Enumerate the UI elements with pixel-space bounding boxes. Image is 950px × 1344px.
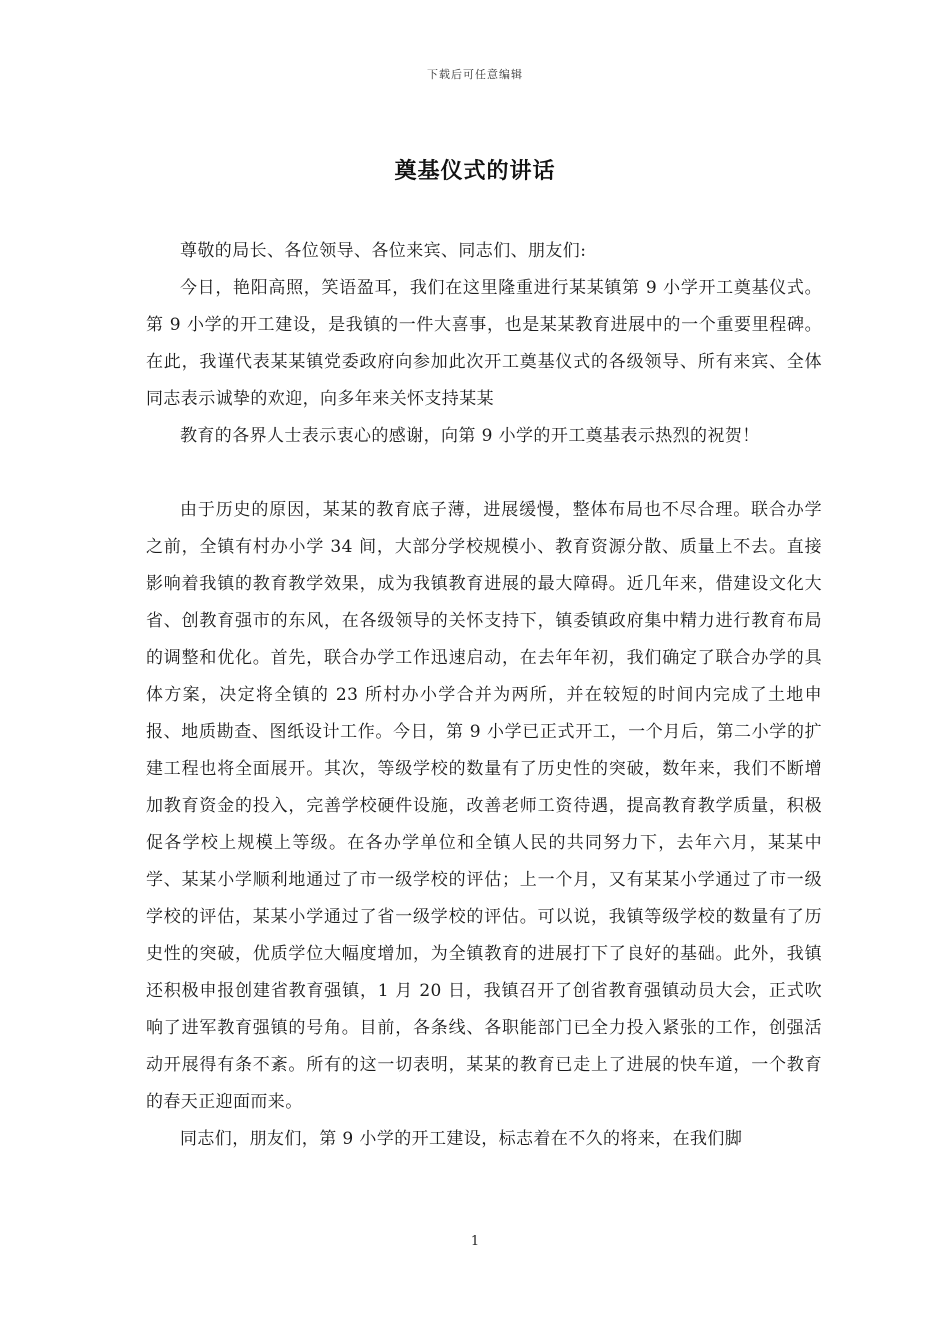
paragraph-thanks: 教育的各界人士表示衷心的感谢，向第 9 小学的开工奠基表示热烈的祝贺！ xyxy=(180,426,760,446)
salutation: 尊敬的局长、各位领导、各位来宾、同志们、朋友们: xyxy=(180,241,587,261)
document-title: 奠基仪式的讲话 xyxy=(394,158,556,184)
page-number: 1 xyxy=(470,1234,480,1249)
header-note: 下载后可任意编辑 xyxy=(427,68,523,81)
document-body xyxy=(146,233,822,1158)
paragraph-closing: 同志们，朋友们，第 9 小学的开工建设，标志着在不久的将来，在我们脚 xyxy=(180,1129,743,1149)
paragraph-history: 由于历史的原因，某某的教育底子薄，进展缓慢，整体布局也不尽合理。联合办学之前，全镇有村办小学 34 间，大部分学校规模小、教育资源分散、质量上不去。直接影响着我镇的教育教学效果，成为我镇教育进展的最大障碍。近几年来，借建设文化大省、创教育强市的东风，在各级领导的关怀支持下，镇委镇政府集中精力进行教育布局的调整和优化。首先，联合办学工作迅速启动，在去年年初，我们确定了联合办学的具体方案，决定将全镇的 23 所村办小学合并为两所，并在较短的时间内完成了土地申报、地质勘查、图纸设计工作。今日，第 9 小学已正式开工，一个月后，第二小学的扩建工程也将全面展开。其次，等级学校的数量有了历史性的突破，数年来，我们不断增加教育资金的投入，完善学校硬件设施，改善老师工资待遇，提高教育教学质量，积极促各学校上规模上等级。在各办学单位和全镇人民的共同努力下，去年六月，某某中学、某某小学顺利地通过了市一级学校的评估；上一个月，又有某某小学通过了市一级学校的评估，某某小学通过了省一级学校的评估。可以说，我镇等级学校的数量有了历史性的突破，优质学位大幅度增加，为全镇教育的进展打下了良好的基础。此外，我镇还积极申报创建省教育强镇，1 月 20 日，我镇召开了创省教育强镇动员大会，正式吹响了进军教育强镇的号角。目前，各条线、各职能部门已全力投入紧张的工作，创强活动开展得有条不紊。所有的这一切表明，某某的教育已走上了进展的快车道，一个教育的春天正迎面而来。 xyxy=(146,500,822,1112)
paragraph-spacer xyxy=(146,455,822,492)
paragraph-opening: 今日，艳阳高照，笑语盈耳，我们在这里隆重进行某某镇第 9 小学开工奠基仪式。第 9 小学的开工建设，是我镇的一件大喜事，也是某某教育进展中的一个重要里程碑。在此，我谨代表某某镇党委政府向参加此次开工奠基仪式的各级领导、所有来宾、全体同志表示诚挚的欢迎，向多年来关怀支持某某 xyxy=(146,278,822,409)
